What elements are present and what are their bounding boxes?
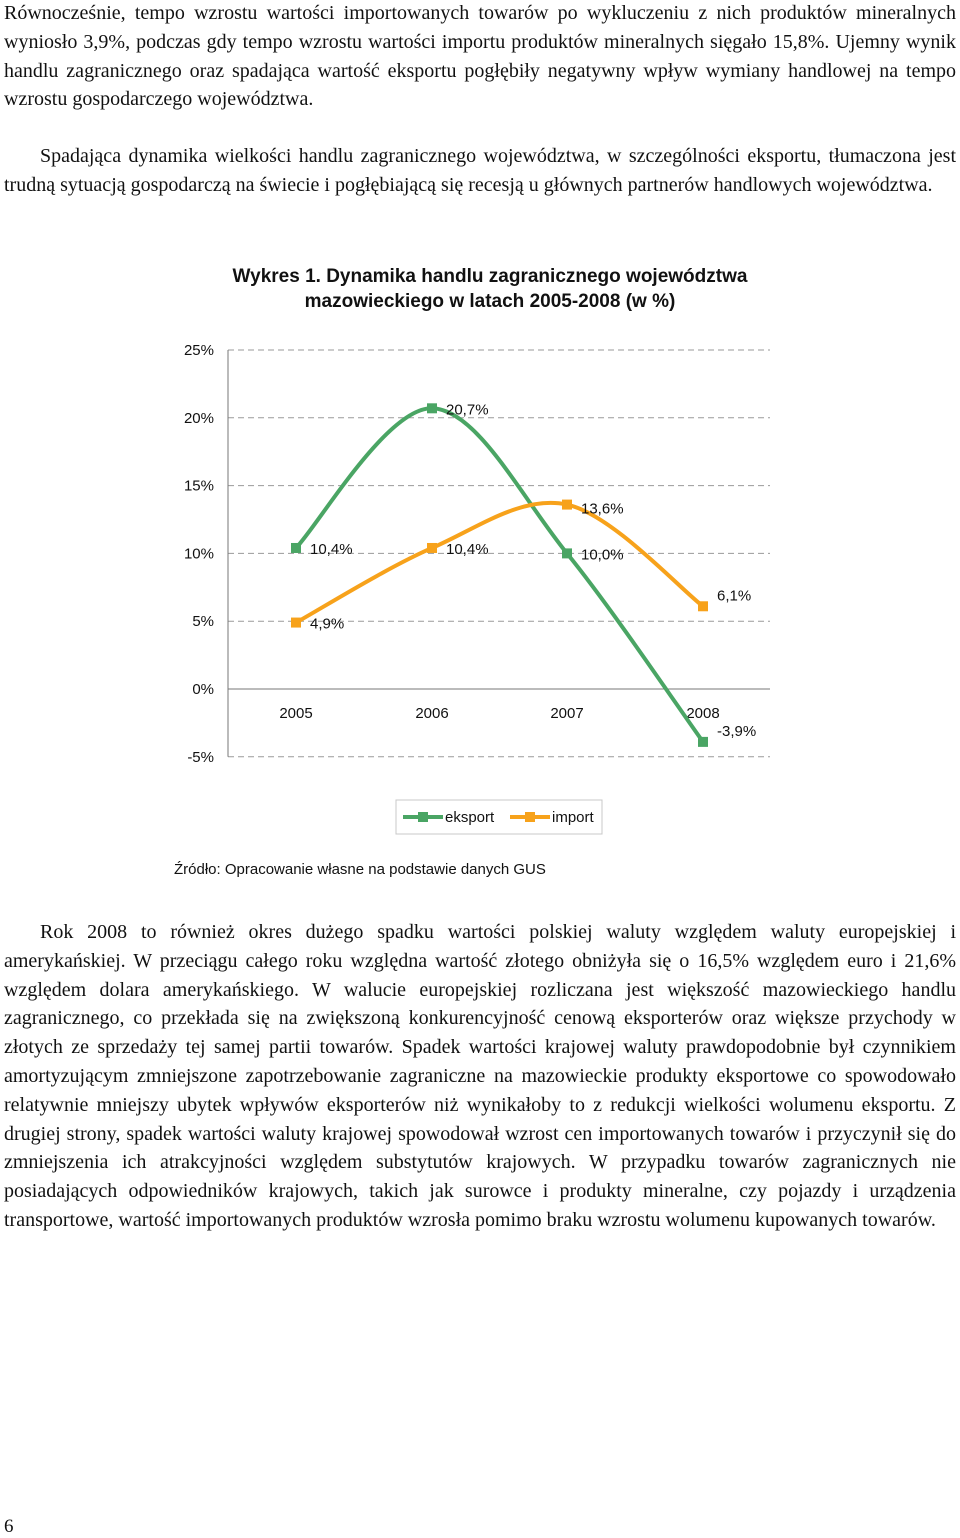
chart-title-line-1: Wykres 1. Dynamika handlu zagranicznego województwa — [232, 266, 748, 287]
chart-source: Źródło: Opracowanie własne na podstawie danych GUS — [174, 861, 546, 878]
paragraph-3: Rok 2008 to również okres dużego spadku wartości polskiej waluty względem waluty europejskiej i amerykańskiej. W przeciągu całego roku względna wartość złotego obniżyła się o 16,5% względem euro i 21,6% względem dolara amerykańskiego. W walucie europejskiej rozliczana jest większość mazowieckiego handlu zagranicznego, co przekłada się na zwiększoną konkurencyjność cenową eksporterów oraz większe przychody w złotych ze sprzedaży tej samej partii towarów. Spadek wartości krajowej waluty prawdopodobnie był czynnikiem amortyzującym zmniejszone zapotrzebowanie zagraniczne na mazowieckie produkty eksportowe co spowodowało relatywnie mniejszy ubytek wpływów eksporterów niż wynikałoby to z redukcji wielkości wolumenu eksportu. Z drugiej strony, spadek wartości waluty krajowej spowodował wzrost cen importowanych towarów i przyczynił się do zmniejszenia ich atrakcyjności względem substytutów krajowych. W przypadku towarów zagranicznych nie posiadających odpowiedników krajowych, takich jak surowce i produkty mineralne, czy pojazdy i urządzenia transportowe, wartość importowanych produktów wzrosła pomimo braku wzrostu wolumenu kupowanych towarów. — [4, 921, 956, 1231]
x-tick-label: 2006 — [415, 705, 449, 722]
marker-eksport — [562, 548, 572, 558]
marker-import — [562, 500, 572, 510]
y-tick-label: 15% — [183, 477, 214, 495]
data-label-eksport: 10,4% — [310, 540, 353, 558]
paragraph-1: Równocześnie, tempo wzrostu wartości importowanych towarów po wykluczeniu z nich produktów mineralnych wyniosło 3,9%, podczas gdy tempo wzrostu wartości importu produktów mineralnych sięgało 15,8%. Ujemny wynik handlu zagranicznego oraz spadająca wartość eksportu pogłębiły negatywny wpływ wymiany handlowej na tempo wzrostu gospodarczego województwa. — [4, 2, 956, 111]
chart-title-line-2: mazowieckiego w latach 2005-2008 (w %) — [304, 291, 676, 312]
y-tick-label: 5% — [192, 613, 214, 631]
marker-eksport — [291, 543, 301, 553]
data-label-eksport: 10,0% — [581, 546, 624, 564]
series-line-eksport — [296, 408, 703, 742]
y-tick-label: -5% — [187, 748, 214, 766]
page-number: 6 — [4, 1516, 14, 1537]
x-tick-label: 2008 — [686, 705, 720, 722]
data-label-import: 4,9% — [310, 615, 345, 633]
marker-import — [291, 618, 301, 628]
series-line-import — [296, 500, 703, 623]
marker-import — [427, 543, 437, 553]
legend-marker-import — [525, 812, 535, 822]
y-tick-label: 20% — [183, 409, 214, 427]
y-tick-label: 25% — [183, 342, 214, 359]
legend-marker-eksport — [418, 812, 428, 822]
data-label-eksport: -3,9% — [717, 722, 757, 740]
legend-label-eksport: eksport — [445, 809, 495, 826]
marker-eksport — [698, 737, 708, 747]
y-tick-label: 10% — [183, 545, 214, 563]
marker-import — [698, 601, 708, 611]
marker-eksport — [427, 403, 437, 413]
data-label-import: 10,4% — [446, 540, 489, 558]
paragraph-2: Spadająca dynamika wielkości handlu zagranicznego województwa, w szczególności eksportu, tłumaczona jest trudną sytuacją gospodarczą na świecie i pogłębiającą się recesją u głównych partnerów handlowych województwa. — [4, 145, 956, 196]
data-label-import: 13,6% — [581, 500, 624, 518]
x-tick-label: 2005 — [279, 705, 313, 722]
y-tick-label: 0% — [192, 681, 214, 698]
legend-label-import: import — [552, 809, 594, 826]
x-tick-label: 2007 — [550, 705, 584, 722]
data-label-eksport: 20,7% — [446, 401, 489, 419]
data-label-import: 6,1% — [717, 587, 752, 605]
